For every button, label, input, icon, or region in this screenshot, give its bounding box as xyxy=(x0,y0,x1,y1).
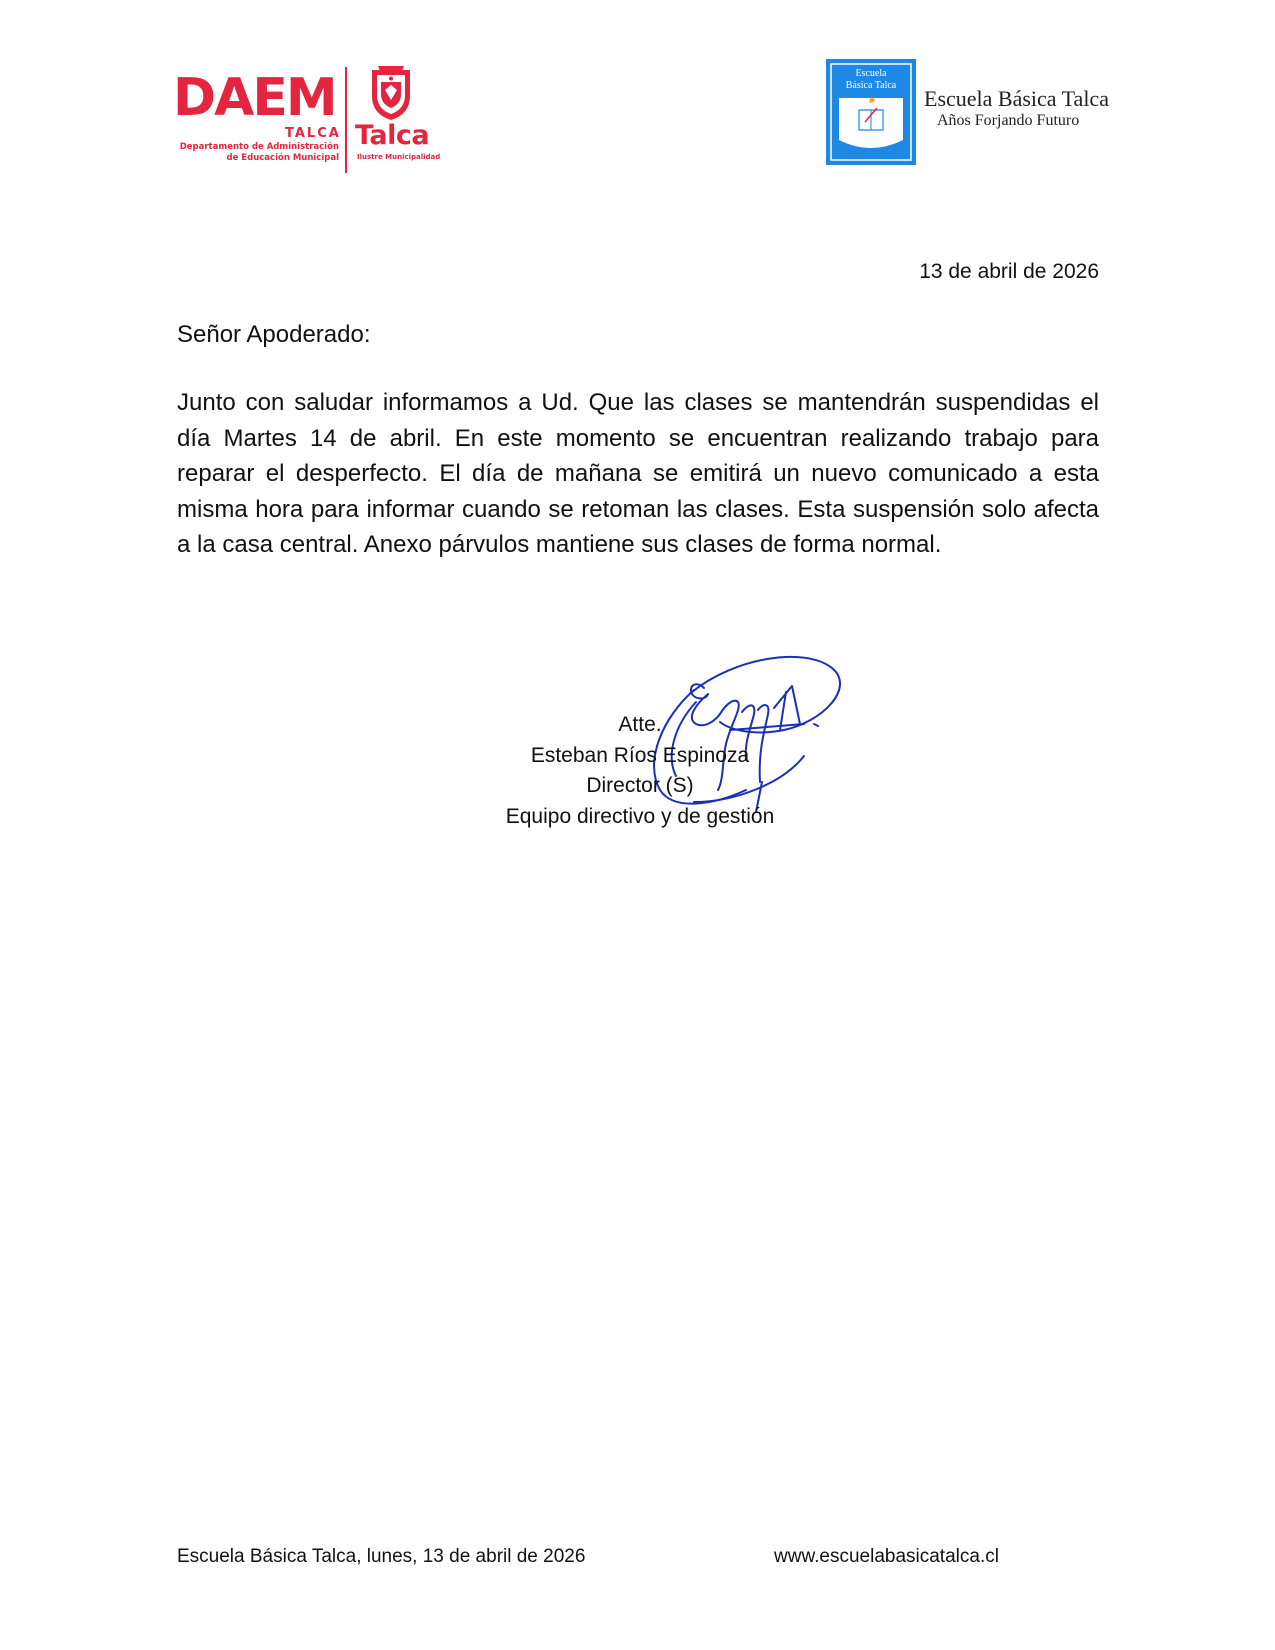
school-badge-line2: Básica Talca xyxy=(845,80,897,91)
letter-salutation: Señor Apoderado: xyxy=(177,321,371,348)
school-motto: Años Forjando Futuro xyxy=(937,112,1080,129)
talca-logo-subtitle: Ilustre Municipalidad xyxy=(357,153,441,161)
closing-atte: Atte. xyxy=(618,713,662,736)
school-badge-icon xyxy=(825,58,917,166)
daem-logo-city: TALCA xyxy=(285,126,341,141)
footer-website: www.escuelabasicatalca.cl xyxy=(774,1546,999,1567)
letter-date: 13 de abril de 2026 xyxy=(919,260,1099,283)
daem-logo-department xyxy=(173,142,339,164)
daem-department-line2: de Educación Municipal xyxy=(226,153,339,163)
closing-signer-name: Esteban Ríos Espinoza xyxy=(530,743,750,767)
letter-closing xyxy=(440,710,840,832)
daem-logo-word: DAEM xyxy=(173,68,336,128)
closing-signer-role: Director (S) xyxy=(586,774,694,797)
school-name: Escuela Básica Talca xyxy=(924,86,1109,111)
daem-logo xyxy=(173,62,443,172)
letter-body: Junto con saludar informamos a Ud. Que las clases se mantendrán suspendidas el día Martes 14 de abril. En este momento se encuentran realizando trabajo para reparar el desperfecto. El día de mañana se emitirá un nuevo comunicado a esta misma hora para informar cuando se retoman las clases. Esta suspensión solo afecta a la casa central. Anexo párvulos mantiene sus clases de forma normal. xyxy=(177,389,1099,558)
school-badge-line1: Escuela xyxy=(855,68,887,79)
school-logo xyxy=(825,58,1145,168)
closing-team: Equipo directivo y de gestión xyxy=(505,804,775,828)
talca-logo-word: Talca xyxy=(355,120,430,151)
footer-school-date: Escuela Básica Talca, lunes, 13 de abril de 2026 xyxy=(177,1546,586,1567)
daem-department-line1: Departamento de Administración xyxy=(179,142,339,152)
logo-divider xyxy=(345,67,347,173)
talca-coat-of-arms-icon xyxy=(368,62,414,122)
